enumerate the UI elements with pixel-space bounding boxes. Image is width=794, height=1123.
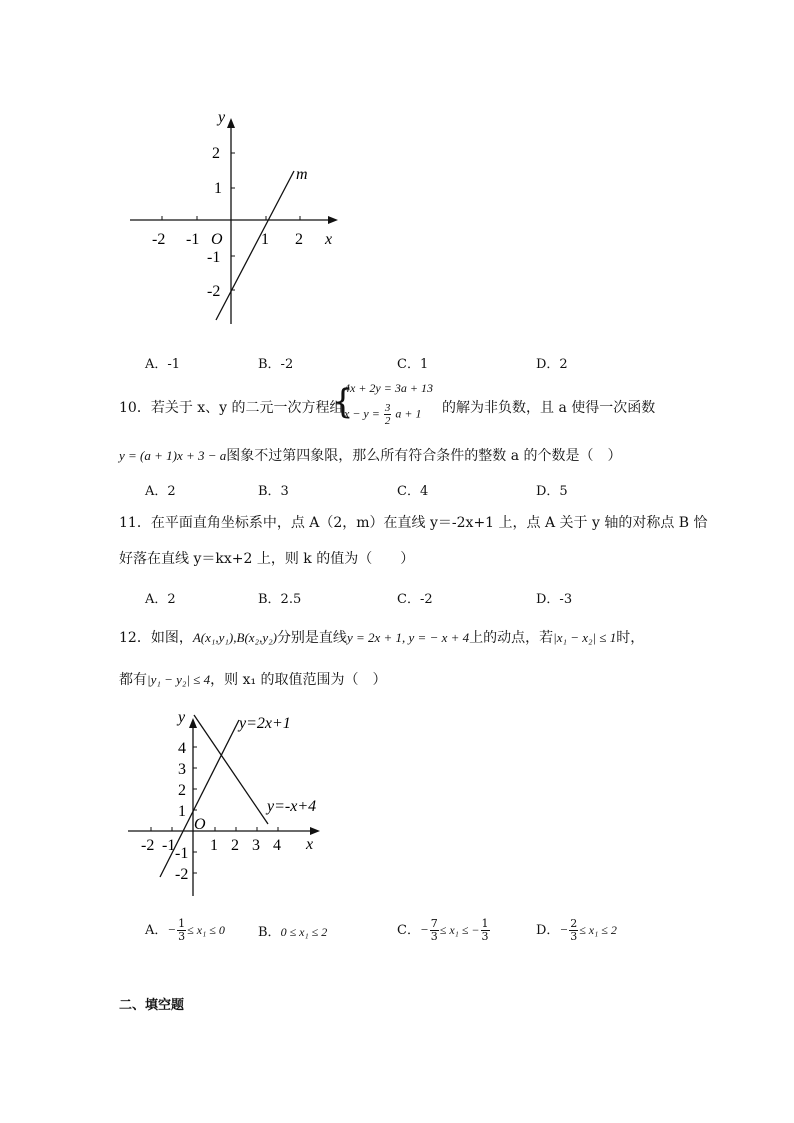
y-tick-label: 1 — [214, 180, 222, 197]
x-axis-label: x — [325, 231, 333, 248]
graph-line-m — [120, 100, 350, 335]
option-b: B．-2 — [258, 357, 294, 372]
x-tick-label: 3 — [252, 837, 260, 854]
q10-prefix: 10．若关于 x、y 的二元一次方程组 — [119, 400, 344, 416]
origin-label: O — [211, 231, 223, 248]
q11-line1: 11．在平面直角坐标系中，点 A（2，m）在直线 y＝-2x+1 上，点 A 关于 y 轴的对称点 B 恰 — [119, 515, 708, 531]
x-tick-label: -2 — [152, 231, 166, 248]
y-axis-arrow — [189, 718, 197, 728]
y-tick-label: -1 — [207, 249, 221, 266]
x-tick-label: 1 — [261, 231, 269, 248]
y-axis-arrow — [227, 118, 235, 128]
x-axis-arrow — [310, 827, 320, 835]
x-tick-label: 4 — [273, 837, 281, 854]
line-m-label: m — [296, 166, 308, 183]
q10-line2: y = (a + 1)x + 3 − a图象不过第四象限，那么所有符合条件的整数 a 的个数是（ ） — [119, 448, 622, 464]
x-axis-arrow — [328, 216, 338, 224]
linear-function: y = (a + 1)x + 3 − a — [119, 448, 227, 463]
y-axis-label: y — [218, 109, 226, 126]
origin-label: O — [194, 816, 206, 833]
option-d: D．2 — [536, 357, 568, 372]
option-b: B．2.5 — [258, 592, 302, 607]
line-m — [216, 171, 294, 320]
y-tick-label: 4 — [178, 740, 186, 757]
option-d: D．-3 — [536, 592, 573, 607]
y-tick-label: 2 — [178, 782, 186, 799]
q11-line2: 好落在直线 y＝kx+2 上，则 k 的值为（ ） — [119, 551, 415, 567]
x-tick-label: -2 — [141, 837, 155, 854]
equation-2: x − y = $\frac{3}{2}$ a + 1 — [344, 402, 422, 427]
option-c: C．-2 — [397, 592, 433, 607]
line1-label: y=2x+1 — [239, 715, 291, 732]
option-c: C．1 — [397, 357, 429, 372]
graph-two-lines — [120, 700, 330, 900]
y-tick-label: 3 — [178, 761, 186, 778]
option-c: C．− $\frac{7}{3}$ ≤ x₁ ≤ − $\frac{1}{3}$ — [397, 917, 489, 943]
x-tick-label: 2 — [295, 231, 303, 248]
x-tick-label: 2 — [231, 837, 239, 854]
y-tick-label: -2 — [175, 866, 189, 883]
option-a: A．− $\frac{1}{3}$ ≤ x₁ ≤ 0 — [145, 917, 225, 943]
option-b: B．0 ≤ x₁ ≤ 2 — [258, 925, 328, 940]
option-a: A．-1 — [145, 357, 181, 372]
x-tick-label: -1 — [186, 231, 200, 248]
system-brace: { — [332, 382, 354, 422]
option-a: A．2 — [145, 592, 176, 607]
y-tick-label: 2 — [212, 145, 220, 162]
y-tick-label: 1 — [178, 803, 186, 820]
q12-line2: 都有|y₁ − y₂| ≤ 4，则 x₁ 的取值范围为（ ） — [119, 672, 387, 688]
option-a: A．2 — [145, 484, 176, 499]
option-d: D．− $\frac{2}{3}$ ≤ x₁ ≤ 2 — [536, 917, 617, 943]
option-b: B．3 — [258, 484, 289, 499]
x-axis-label: x — [306, 836, 314, 853]
equation-1: 4x + 2y = 3a + 13 — [344, 381, 433, 395]
option-c: C．4 — [397, 484, 429, 499]
line2-label: y=-x+4 — [267, 798, 317, 815]
y-tick-label: -1 — [175, 845, 189, 862]
section-title: 二、填空题 — [119, 998, 185, 1013]
y-axis-label: y — [178, 709, 186, 726]
x-tick-label: 1 — [210, 837, 218, 854]
y-tick-label: -2 — [207, 283, 221, 300]
x-tick-label: -1 — [162, 837, 176, 854]
q12-line1: 12．如图，A(x₁,y₁),B(x₂,y₂)分别是直线y = 2x + 1, y = − x + 4上的动点，若|x₁ − x₂| ≤ 1时， — [119, 630, 645, 646]
q10-suffix: 的解为非负数，且 a 使得一次函数 — [442, 400, 656, 416]
option-d: D．5 — [536, 484, 568, 499]
